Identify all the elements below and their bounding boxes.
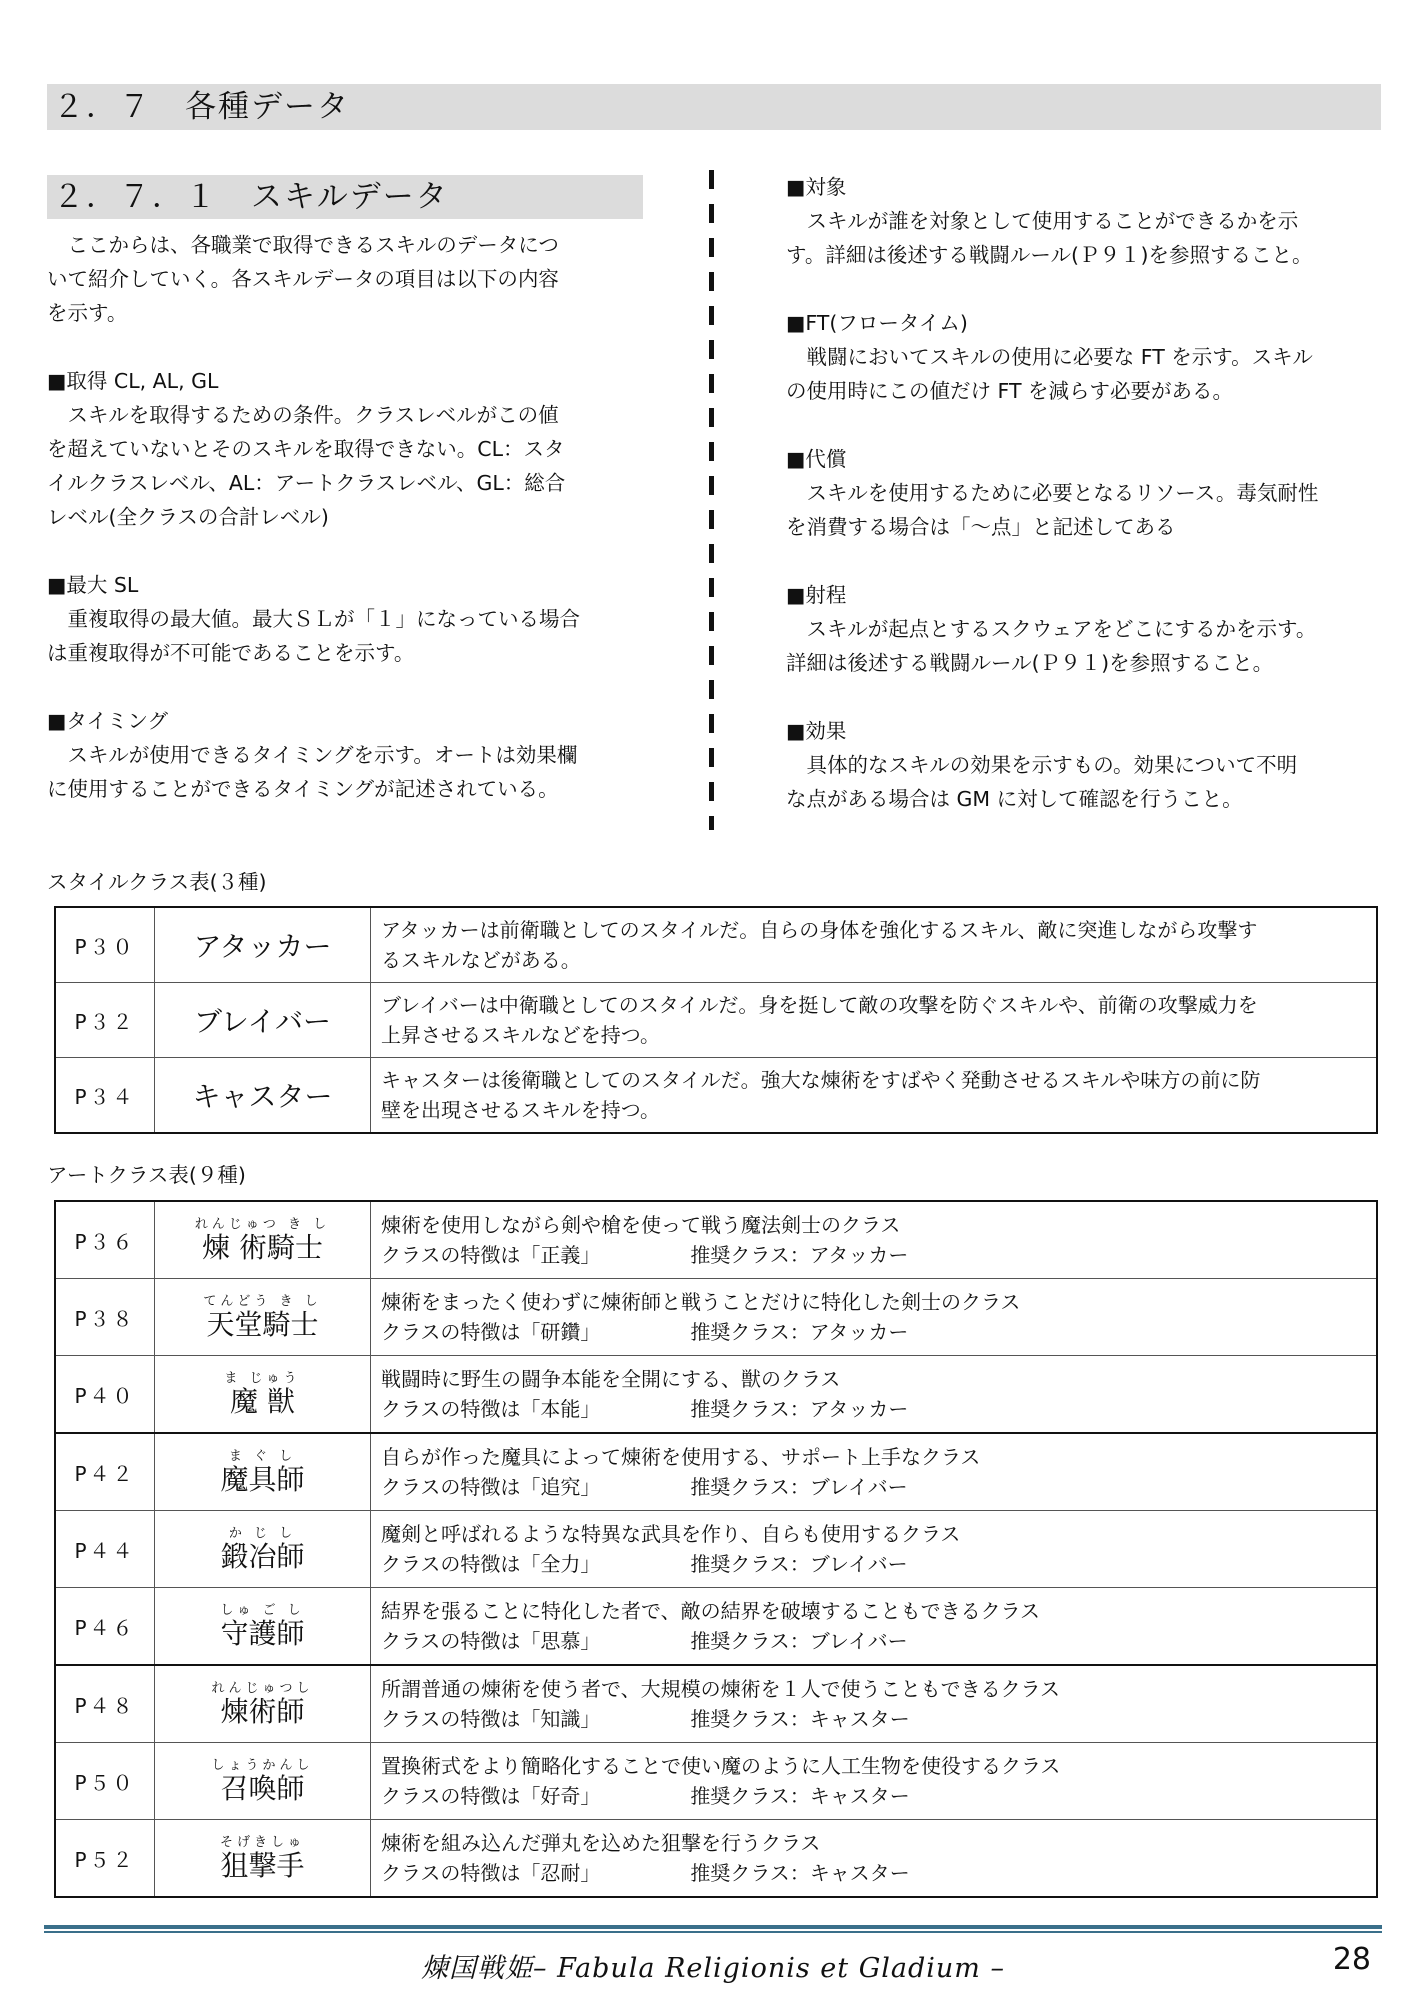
art-class-table <box>54 1200 1378 1898</box>
class-name: 煉術師 <box>220 1694 305 1728</box>
class-name: 魔 獣 <box>230 1384 295 1418</box>
class-description: ブレイバーは中衛職としてのスタイルだ。身を挺して敵の攻撃を防ぐスキルや、前衛の攻撃威力を 上昇させるスキルなどを持つ。 <box>371 983 1378 1058</box>
class-description: 戦闘時に野生の闘争本能を全開にする、獣のクラス クラスの特徴は「本能」 推奨クラス：アタッカー <box>371 1356 1378 1434</box>
page-ref: P４２ <box>55 1433 155 1511</box>
table-row <box>55 1058 1377 1134</box>
page-ref: P４４ <box>55 1511 155 1588</box>
definition-range: ■射程 スキルが起点とするスクウェアをどこにするかを示す。 詳細は後述する戦闘ルール(Ｐ９１)を参照すること。 <box>786 578 1386 680</box>
page-ref: P４０ <box>55 1356 155 1434</box>
table-row <box>55 1743 1377 1820</box>
column-divider <box>709 170 714 830</box>
art-table-caption: アートクラス表(９種) <box>47 1163 246 1187</box>
ruby-reading: しょうかんし <box>211 1757 314 1773</box>
class-description: 結界を張ることに特化した者で、敵の結界を破壊することもできるクラス クラスの特徴は「思慕」 推奨クラス：ブレイバー <box>371 1588 1378 1666</box>
style-class-table <box>54 906 1378 1134</box>
page-ref: P５２ <box>55 1820 155 1898</box>
class-name: 鍛冶師 <box>220 1539 305 1573</box>
left-column <box>47 228 647 840</box>
class-name: ブレイバー <box>155 983 371 1058</box>
definition-title: ■射程 <box>786 583 847 607</box>
definition-cost: ■代償 スキルを使用するために必要となるリソース。毒気耐性 を消費する場合は「～点」と記述してある <box>786 442 1386 544</box>
ruby-reading: てんどう き し <box>203 1293 322 1309</box>
style-table-caption: スタイルクラス表(３種) <box>47 870 267 894</box>
subsection-title: ２．７．１ スキルデータ <box>47 175 643 219</box>
page-ref: P３０ <box>55 907 155 983</box>
class-name: 狙撃手 <box>220 1848 305 1882</box>
class-name: 召喚師 <box>220 1771 305 1805</box>
definition-title: ■FT(フロータイム) <box>786 311 968 335</box>
class-name-cell <box>155 1201 371 1279</box>
footer-title: 煉国戦姫– Fabula Religionis et Gladium – <box>421 1953 1005 1984</box>
class-description: 魔剣と呼ばれるような特異な武具を作り、自らも使用するクラス クラスの特徴は「全力」 推奨クラス：ブレイバー <box>371 1511 1378 1588</box>
ruby-reading: しゅ ご し <box>220 1602 305 1618</box>
class-name-cell <box>155 1743 371 1820</box>
table-row <box>55 1665 1377 1743</box>
table-row <box>55 1588 1377 1666</box>
table-row <box>55 1511 1377 1588</box>
definition-title: ■最大 SL <box>47 573 139 597</box>
page-number: 28 <box>1332 1942 1371 1977</box>
definition-title: ■対象 <box>786 175 847 199</box>
page-ref: P３４ <box>55 1058 155 1134</box>
class-name-cell <box>155 1433 371 1511</box>
class-name-cell <box>155 1820 371 1898</box>
page-ref: P３８ <box>55 1279 155 1356</box>
table-row <box>55 1433 1377 1511</box>
definition-title: ■効果 <box>786 719 847 743</box>
section-title: ２．７ 各種データ <box>47 84 1381 130</box>
definition-title: ■取得 CL, AL, GL <box>47 369 219 393</box>
class-description: キャスターは後衛職としてのスタイルだ。強大な煉術をすばやく発動させるスキルや味方の前に防 壁を出現させるスキルを持つ。 <box>371 1058 1378 1134</box>
class-description: 所謂普通の煉術を使う者で、大規模の煉術を１人で使うこともできるクラス クラスの特徴は「知識」 推奨クラス：キャスター <box>371 1665 1378 1743</box>
definition-title: ■代償 <box>786 447 847 471</box>
class-description: アタッカーは前衛職としてのスタイルだ。自らの身体を強化するスキル、敵に突進しながら攻撃す るスキルなどがある。 <box>371 907 1378 983</box>
ruby-reading: ま じゅう <box>224 1370 301 1386</box>
class-description: 煉術をまったく使わずに煉術師と戦うことだけに特化した剣士のクラス クラスの特徴は「研鑽」 推奨クラス：アタッカー <box>371 1279 1378 1356</box>
table-row <box>55 1820 1377 1898</box>
class-name: キャスター <box>155 1058 371 1134</box>
class-name-cell <box>155 1356 371 1434</box>
definition-timing: ■タイミング スキルが使用できるタイミングを示す。オートは効果欄 に使用することができるタイミングが記述されている。 <box>47 704 647 806</box>
page-ref: P４６ <box>55 1588 155 1666</box>
class-name: アタッカー <box>155 907 371 983</box>
class-name-cell <box>155 1279 371 1356</box>
class-name-cell <box>155 1588 371 1666</box>
definition-ft: ■FT(フロータイム) 戦闘においてスキルの使用に必要な FT を示す。スキル の使用時にこの値だけ FT を減らす必要がある。 <box>786 306 1386 408</box>
ruby-reading: か じ し <box>228 1525 297 1541</box>
definition-target: ■対象 スキルが誰を対象として使用することができるかを示 す。詳細は後述する戦闘ルール(Ｐ９１)を参照すること。 <box>786 170 1386 272</box>
class-name-cell <box>155 1665 371 1743</box>
page-ref: P４８ <box>55 1665 155 1743</box>
table-row <box>55 1201 1377 1279</box>
page-ref: P３２ <box>55 983 155 1058</box>
class-description: 煉術を使用しながら剣や槍を使って戦う魔法剣士のクラス クラスの特徴は「正義」 推奨クラス：アタッカー <box>371 1201 1378 1279</box>
class-description: 置換術式をより簡略化することで使い魔のように人工生物を使役するクラス クラスの特徴は「好奇」 推奨クラス：キャスター <box>371 1743 1378 1820</box>
footer-rule <box>44 1925 1382 1929</box>
right-column <box>786 170 1386 850</box>
ruby-reading: れんじゅつ き し <box>194 1216 331 1232</box>
ruby-reading: ま ぐ し <box>228 1448 297 1464</box>
definition-effect: ■効果 具体的なスキルの効果を示すもの。効果について不明 な点がある場合は GM に対して確認を行うこと。 <box>786 714 1386 816</box>
definition-max-sl: ■最大 SL 重複取得の最大値。最大ＳＬが「１」になっている場合 は重複取得が不可能であることを示す。 <box>47 568 647 670</box>
table-row <box>55 1356 1377 1434</box>
class-name: 守護師 <box>220 1616 305 1650</box>
intro-paragraph: ここからは、各職業で取得できるスキルのデータにつ いて紹介していく。各スキルデータの項目は以下の内容 を示す。 <box>47 233 559 325</box>
table-row <box>55 983 1377 1058</box>
ruby-reading: れんじゅつし <box>211 1680 314 1696</box>
ruby-reading: そげきしゅ <box>219 1834 305 1850</box>
definition-title: ■タイミング <box>47 709 169 733</box>
class-name: 天堂騎士 <box>206 1307 319 1341</box>
class-description: 煉術を組み込んだ弾丸を込めた狙撃を行うクラス クラスの特徴は「忍耐」 推奨クラス：キャスター <box>371 1820 1378 1898</box>
table-row <box>55 907 1377 983</box>
page-ref: P３６ <box>55 1201 155 1279</box>
page-ref: P５０ <box>55 1743 155 1820</box>
footer-rule-thin <box>44 1931 1382 1933</box>
table-row <box>55 1279 1377 1356</box>
class-name-cell <box>155 1511 371 1588</box>
class-description: 自らが作った魔具によって煉術を使用する、サポート上手なクラス クラスの特徴は「追究」 推奨クラス：ブレイバー <box>371 1433 1378 1511</box>
definition-acquire: ■取得 CL, AL, GL スキルを取得するための条件。クラスレベルがこの値 を超えていないとそのスキルを取得できない。CL：スタ イルクラスレベル、AL：アートクラスレベル、GL：総合 レベル(全クラスの合計レベル) <box>47 364 647 534</box>
class-name: 魔具師 <box>220 1462 305 1496</box>
class-name: 煉 術騎士 <box>202 1230 323 1264</box>
